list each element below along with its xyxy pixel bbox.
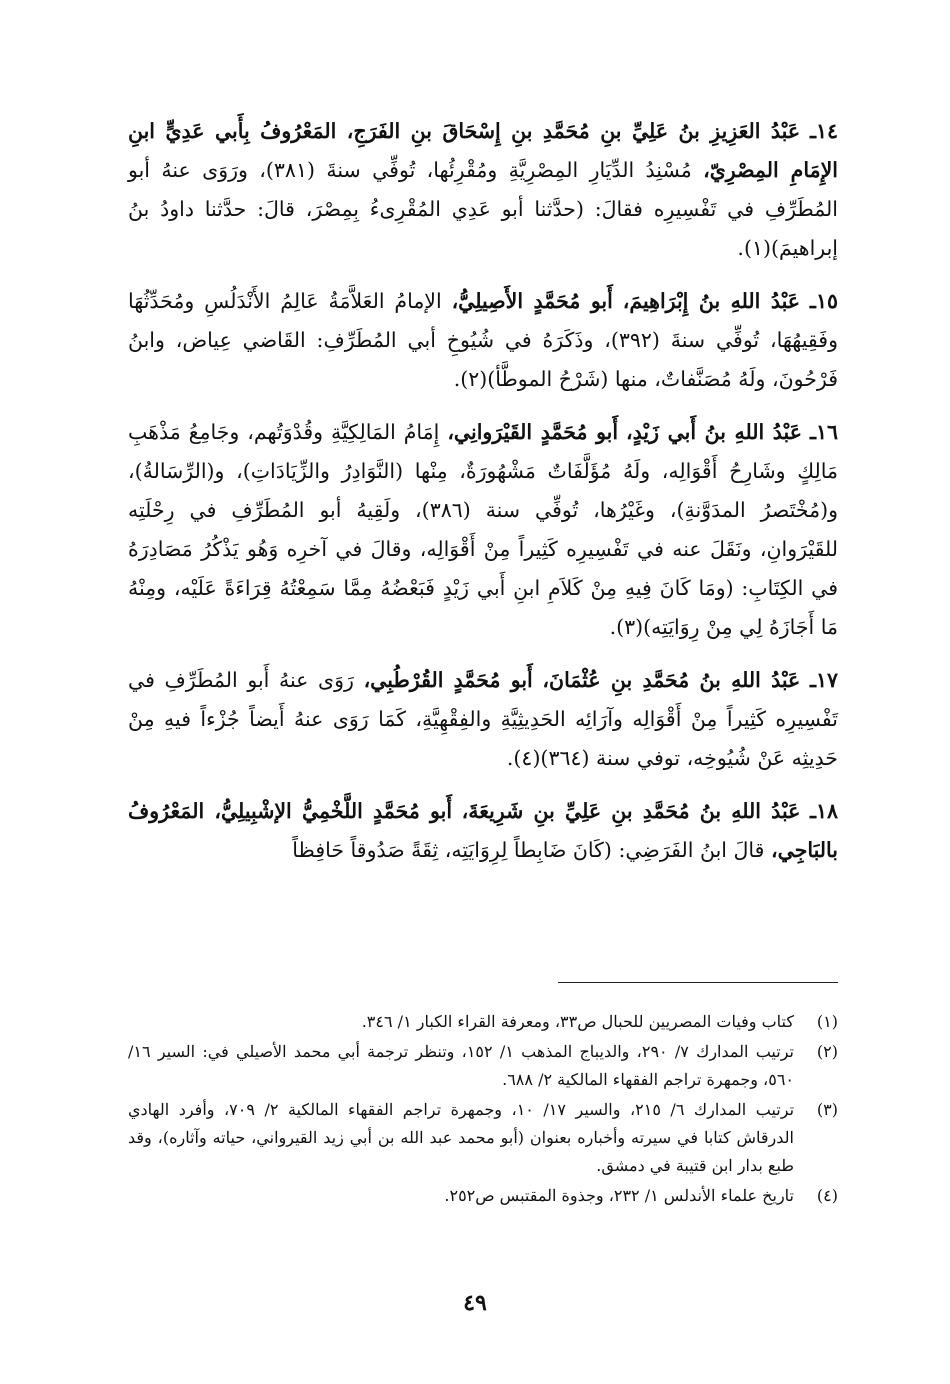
footnote-separator: [558, 982, 838, 983]
entry-text: إِمَامُ المَالِكِيَّةِ وقُدْوَتُهم، وجَامِعُ مَذْهَبِ مَالِكٍ وشَارِحُ أَقْوَالِه، ولَهُ مُؤَلَّفَاتٌ مَشْهُورَةٌ، مِنْها (النَّوَادِرُ والزِّيَادَاتِ)، و(الرِّسَالةُ)، و(مُخْتَصرُ المدَوَّنةِ)، وغَيْرُها، تُوفِّي سنة (٣٨٦)، ولَقِيهُ أبو المُطَرِّفِ في رِحْلَتِه للقَيْرَوانِ، ونَقَلَ عنه في تَفْسِيرِه كَثِيراً مِنْ أَقْوَالِه، وقالَ في آخرِه وَهُو يَذْكُرُ مَصَادِرَهُ في الكِتَابِ: (ومَا كَانَ فِيهِ مِنْ كَلاَمِ ابنِ أَبي زَيْدٍ فَبَعْضُهُ مِمَّا سَمِعْتُهُ قِرَاءَةً عَلَيْه، ومِنْهُ مَا أَجَازَهُ لِي مِنْ رِوَايَتِه)(٣).: [128, 420, 838, 639]
footnote-number: (٤): [816, 1186, 838, 1205]
footnotes: [128, 1008, 838, 1212]
entry-name: عَبْدُ اللهِ بنُ أَبي زَيْدٍ،: [626, 420, 802, 444]
footnote-3: [128, 1096, 838, 1180]
footnote-number: (٣): [816, 1100, 838, 1119]
entry-kunya: أَبو مُحَمَّدٍ القُرْطُبِي،: [363, 668, 533, 692]
footnote-text: كتاب وفيات المصريين للحبال ص٣٣، ومعرفة القراء الكبار ١/ ٣٤٦.: [361, 1012, 794, 1031]
entry-number: ١٦ـ: [809, 420, 838, 444]
entry-text: مُسْنِدُ الدِّيَارِ المِصْرِيَّةِ ومُقْرِئُها، تُوفِّي سنةَ (٣٨١)، ورَوَى عنهُ أبو المُطَرِّفِ في تَفْسِيرِه فقالَ: (حدَّثنا أبو عَدِي المُقْرِىءُ بِمِصْرَ، قالَ: حدَّثنا داودُ بنُ إبراهيمَ)(١).: [128, 158, 838, 260]
footnote-1: [128, 1008, 838, 1036]
biography-entry-16: [128, 413, 838, 647]
entry-name: عَبْدُ اللهِ بنُ إِبْرَاهِيمَ،: [622, 289, 801, 313]
entry-number: ١٧ـ: [809, 668, 838, 692]
entry-name: عَبْدُ العَزِيزِ بنُ عَلِيِّ بنِ مُحَمَّدِ بنِ إِسْحَاقَ بنِ الفَرَجِ، المَعْرُوفُ بِأَبي عَدِيٍّ ابنِ الإِمَامِ المِصْرِيّ،: [128, 119, 838, 182]
footnote-text: تاريخ علماء الأندلس ١/ ٢٣٢، وجذوة المقتبس ص٢٥٢.: [444, 1186, 794, 1205]
biography-entry-17: [128, 661, 838, 778]
page-number: ٤٩: [463, 1290, 487, 1316]
entry-name: عَبْدُ اللهِ بنُ مُحَمَّدِ بنِ عُثْمَانَ،: [542, 668, 801, 692]
footnote-number: (٢): [816, 1042, 838, 1061]
entry-number: ١٥ـ: [809, 289, 838, 313]
main-text: [128, 112, 838, 884]
entry-text: قالَ ابنُ الفَرَضِي: (كَانَ ضَابِطاً لِرِوَايَتِه، ثِقَةً صَدُوقاً حَافِظاً: [292, 838, 765, 862]
entry-kunya: أَبو مُحَمَّدٍ القَيْرَوانِي،: [447, 420, 619, 444]
entry-text: الإمامُ العَلاَّمَةُ عَالِمُ الأَنْدَلُسِ ومُحَدِّثُهَا وفَقِيهُهَا، تُوفِّي سنةَ (٣٩٢)، وذَكَرَهُ في شُيُوخِ أبي المُطَرِّفِ: القَاضي عِياض، وابنُ فَرْحُونَ، ولَهُ مُصَنَّفاتٌ، منها (شَرْحُ الموطَّأ)(٢).: [128, 289, 838, 391]
footnote-text: ترتيب المدارك ٦/ ٢١٥، والسير ١٧/ ١٠، وجمهرة تراجم الفقهاء المالكية ٢/ ٧٠٩، وأفرد الهادي الدرقاش كتابا في سيرته وأخباره بعنوان (أبو محمد عبد الله بن أبي زيد القيرواني، حياته وآثاره)، وقد طبع بدار ابن قتيبة في دمشق.: [128, 1100, 795, 1175]
footnote-number: (١): [816, 1012, 838, 1031]
biography-entry-15: [128, 282, 838, 399]
biography-entry-14: [128, 112, 838, 268]
biography-entry-18: [128, 792, 838, 870]
entry-kunya: أَبو مُحَمَّدٍ اللَّخْمِيُّ الإشْبِيلِيُّ، المَعْرُوفُ بالبَاجِي،: [128, 799, 838, 862]
footnote-2: [128, 1038, 838, 1094]
footnote-4: [128, 1182, 838, 1210]
entry-number: ١٤ـ: [809, 119, 838, 143]
footnote-text: ترتيب المدارك ٧/ ٢٩٠، والديباج المذهب ١/ ١٥٢، وتنظر ترجمة أبي محمد الأصيلي في: السير ١٦/ ٥٦٠، وجمهرة تراجم الفقهاء المالكية ٢/ ٦٨٨.: [128, 1042, 794, 1089]
entry-text: رَوَى عنهُ أَبو المُطَرِّفِ في تَفْسِيرِه كَثِيراً مِنْ أَقْوَالِه وآرَائِه الحَدِيثِيَّةِ والفِقْهِيَّةِ، كَمَا رَوَى عنهُ أَيضاً جُزْءاً فيهِ مِنْ حَدِيثِه عَنْ شُيُوخِه، توفي سنة (٣٦٤)(٤).: [128, 668, 838, 770]
entry-name: عَبْدُ اللهِ بنُ مُحَمَّدِ بنِ عَلِيِّ بنِ شَرِيعَةَ،: [461, 799, 801, 823]
entry-number: ١٨ـ: [809, 799, 838, 823]
entry-kunya: أَبو مُحَمَّدٍ الأَصِيلِيُّ،: [451, 289, 613, 313]
